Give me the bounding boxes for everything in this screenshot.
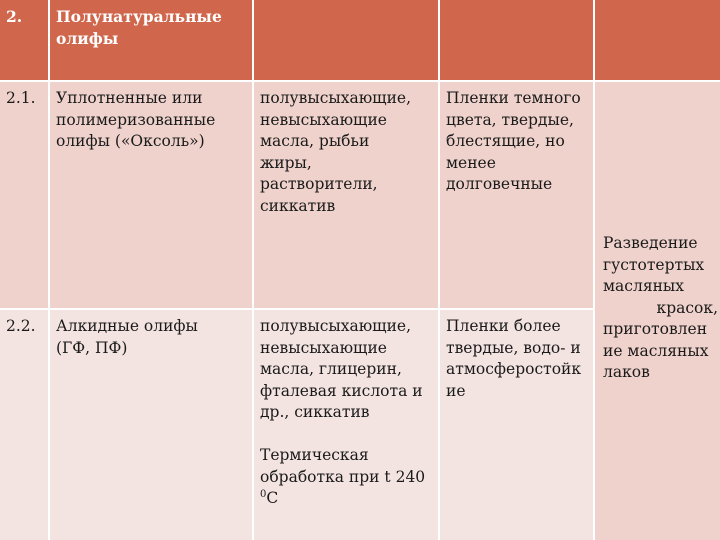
- row2-composition-line: масла, глицерин,: [260, 360, 402, 378]
- row2-properties-line: ие: [446, 381, 466, 400]
- row1-composition-line: сиккатив: [260, 196, 336, 215]
- row1-composition-line: полувысыхающие,: [260, 89, 412, 107]
- row2-properties-cell: [440, 310, 593, 540]
- row1-properties-line: менее: [446, 153, 496, 172]
- row2-properties-line: твердые, водо- и: [446, 338, 581, 357]
- usage-line: лаков: [603, 363, 650, 381]
- row2-num: 2.2.: [6, 317, 36, 335]
- row1-properties-line: долговечные: [446, 175, 553, 193]
- header-usage-cell: [595, 0, 720, 80]
- row1-name-line: олифы («Оксоль»): [56, 132, 205, 150]
- row1-name-line: Уплотненные или: [56, 89, 203, 107]
- row1-properties-line: цвета, твердые,: [446, 110, 574, 129]
- header-composition-cell: [254, 0, 438, 80]
- header-properties-cell: [440, 0, 593, 80]
- row2-composition-line: фталевая кислота и: [260, 381, 423, 400]
- usage-line: ие масляных: [603, 341, 709, 360]
- usage-line: приготовлен: [603, 320, 708, 338]
- row2-name-line: (ГФ, ПФ): [56, 338, 128, 357]
- row1-num: 2.1.: [6, 89, 36, 107]
- row1-properties-cell: [440, 82, 593, 308]
- usage-line: Разведение: [603, 234, 698, 252]
- row2-num-cell: [0, 310, 48, 540]
- row1-properties-line: Пленки темного: [446, 89, 581, 107]
- row2-treatment-unit: С: [266, 489, 279, 507]
- header-num-cell: [0, 0, 48, 80]
- row1-composition-line: жиры,: [260, 153, 312, 172]
- row1-composition-line: невысыхающие: [260, 110, 387, 129]
- row1-composition-line: растворители,: [260, 175, 378, 193]
- header-num: 2.: [6, 7, 23, 26]
- usage-line: красок,: [656, 298, 718, 317]
- row2-composition-line: полувысыхающие,: [260, 317, 412, 335]
- row1-name-cell: [50, 82, 252, 308]
- header-name-line: олифы: [56, 28, 119, 48]
- row2-treatment-unit-sup: 0: [260, 488, 267, 500]
- usage-cell: [595, 82, 720, 540]
- header-name-cell: [50, 0, 252, 80]
- row2-treatment-line: обработка при t 240: [260, 467, 426, 486]
- row1-num-cell: [0, 82, 48, 308]
- row1-composition-cell: [254, 82, 438, 308]
- row2-name-cell: [50, 310, 252, 540]
- usage-line: масляных: [603, 277, 685, 295]
- usage-line: густотертых: [603, 255, 705, 274]
- row1-properties-line: блестящие, но: [446, 132, 565, 150]
- row2-composition-line: невысыхающие: [260, 338, 387, 357]
- row1-composition-line: масла, рыбьи: [260, 132, 370, 150]
- row2-treatment-unit-line: [260, 488, 432, 510]
- row1-name-line: полимеризованные: [56, 110, 216, 129]
- row2-composition-cell: [254, 310, 438, 540]
- row2-composition-line: др., сиккатив: [260, 403, 370, 421]
- row2-properties-line: атмосферостойк: [446, 360, 582, 378]
- row2-properties-line: Пленки более: [446, 317, 561, 335]
- header-name-line: Полунатуральные: [56, 7, 222, 26]
- row2-spacer: [260, 424, 432, 446]
- row2-treatment-line: Термическая: [260, 446, 369, 464]
- row2-name-line: Алкидные олифы: [56, 317, 198, 335]
